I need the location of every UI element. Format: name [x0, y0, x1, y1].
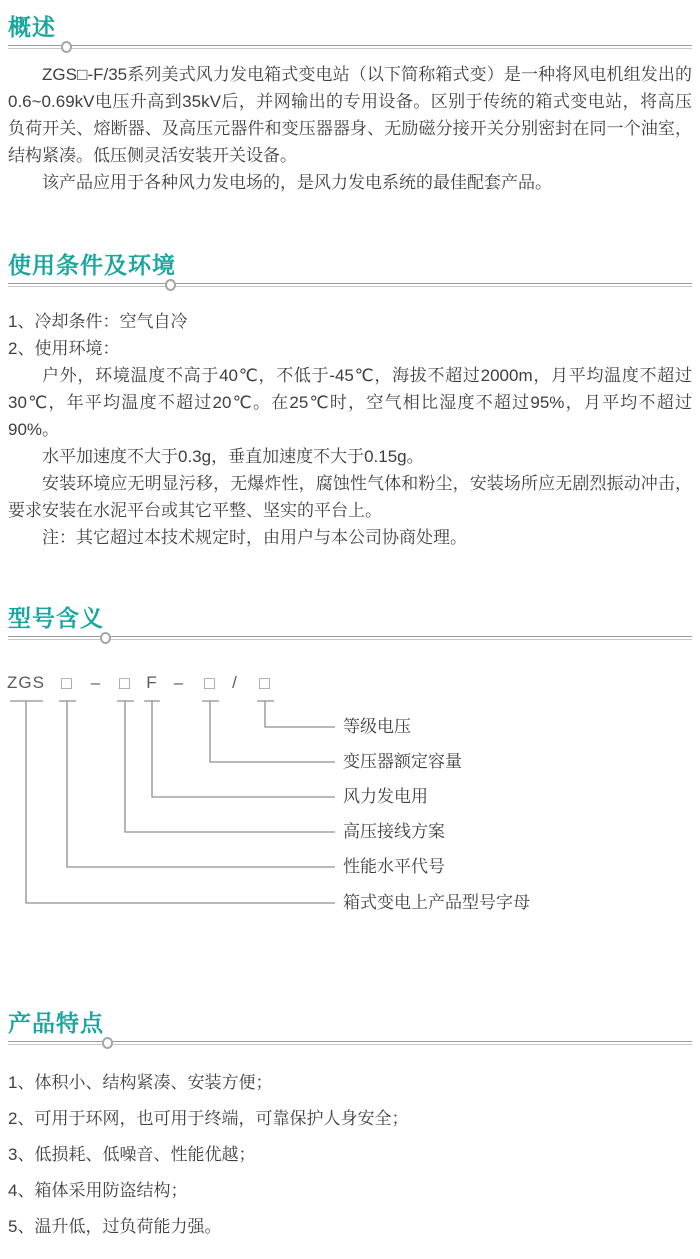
model-label-hv-wiring-scheme: 高压接线方案 — [343, 822, 445, 841]
section-features — [8, 1008, 692, 1249]
condition-paragraph: 水平加速度不大于0.3g，垂直加速度不大于0.15g。 — [42, 447, 424, 466]
model-code-placeholder-box: □ — [119, 673, 131, 693]
divider-knob-icon — [102, 1037, 113, 1049]
section-divider — [8, 283, 692, 287]
section-title-features: 产品特点 — [8, 1010, 104, 1036]
feature-item: 4、箱体采用防盗结构； — [8, 1181, 188, 1200]
model-code-placeholder-box: □ — [259, 673, 271, 693]
condition-item: 1、冷却条件：空气自冷 — [8, 312, 188, 331]
section-title-model: 型号含义 — [8, 605, 104, 631]
model-label-product-letters: 箱式变电上产品型号字母 — [343, 893, 530, 912]
section-overview — [8, 12, 692, 196]
condition-paragraph: 户外，环境温度不高于40℃，不低于-45℃，海拔不超过2000m，月平均温度不超过30℃，年平均温度不超过20℃。在25℃时，空气相比湿度不超过95%，月平均不超过90%。 — [8, 366, 692, 439]
section-conditions — [8, 250, 692, 551]
model-code-token: ZGS — [7, 673, 45, 692]
overview-paragraph: ZGS□-F/35系列美式风力发电箱式变电站（以下简称箱式变）是一种将风电机组发出的0.6~0.69kV电压升高到35kV后，并网输出的专用设备。区别于传统的箱式变电站，将高压负荷开关、熔断器、及高压元器件和变压器器身、无励磁分接开关分别密封在同一个油室，结构紧凑。低压侧灵活安装开关设备。 — [8, 65, 692, 165]
model-code-diagram — [8, 672, 692, 936]
section-title-conditions: 使用条件及环境 — [8, 252, 176, 278]
model-code-placeholder-box: □ — [61, 673, 73, 693]
model-code-placeholder-box: □ — [204, 673, 216, 693]
condition-note: 注：其它超过本技术规定时，由用户与本公司协商处理。 — [42, 528, 467, 547]
section-divider — [8, 1041, 692, 1045]
model-code-token: F — [146, 673, 158, 692]
model-code-token: / — [232, 673, 238, 692]
model-code-token: – — [90, 673, 102, 692]
divider-knob-icon — [165, 279, 176, 291]
feature-item: 3、低损耗、低噪音、性能优越； — [8, 1145, 256, 1164]
section-model-meaning — [8, 603, 692, 936]
feature-item: 1、体积小、结构紧凑、安装方便； — [8, 1073, 273, 1092]
section-divider — [8, 636, 692, 640]
divider-knob-icon — [100, 632, 111, 644]
model-label-wind-power-use: 风力发电用 — [343, 787, 428, 806]
condition-item: 2、使用环境： — [8, 339, 120, 358]
section-divider — [8, 45, 692, 49]
model-label-rated-capacity: 变压器额定容量 — [343, 752, 462, 771]
divider-knob-icon — [61, 41, 72, 53]
section-title-overview: 概述 — [8, 14, 56, 40]
model-label-performance-code: 性能水平代号 — [343, 857, 445, 876]
condition-paragraph: 安装环境应无明显污移，无爆炸性，腐蚀性气体和粉尘，安装场所应无剧烈振动冲击，要求安装在水泥平台或其它平整、坚实的平台上。 — [8, 474, 692, 520]
feature-item: 2、可用于环网，也可用于终端，可靠保护人身安全； — [8, 1109, 409, 1128]
model-code-token: – — [173, 673, 185, 692]
overview-paragraph: 该产品应用于各种风力发电场的，是风力发电系统的最佳配套产品。 — [42, 173, 552, 192]
model-label-voltage-grade: 等级电压 — [343, 717, 411, 736]
feature-item: 5、温升低，过负荷能力强。 — [8, 1217, 222, 1236]
